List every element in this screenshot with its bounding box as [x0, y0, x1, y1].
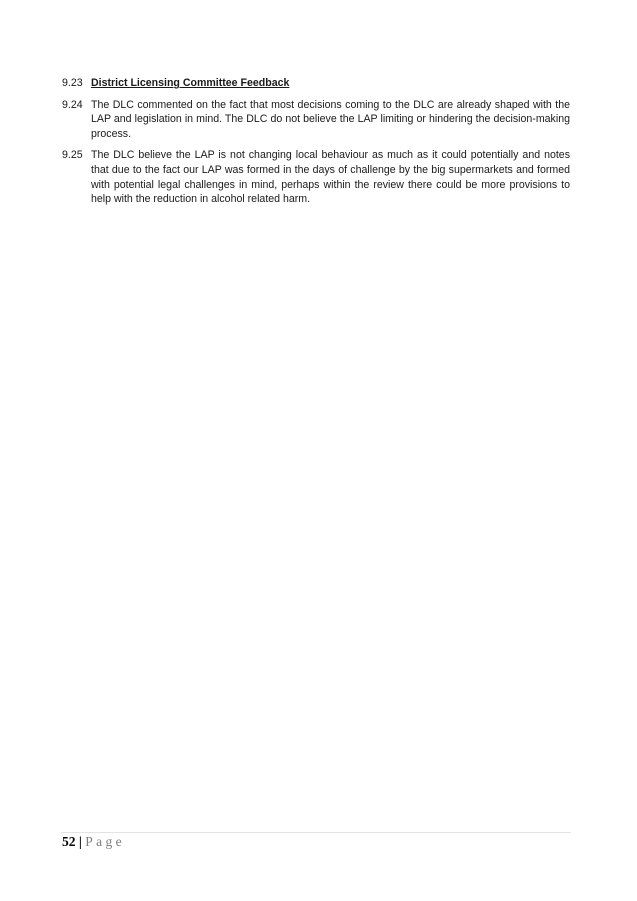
section-title: District Licensing Committee Feedback	[91, 77, 290, 89]
paragraph-number: 9.25	[62, 149, 83, 162]
page-label: Page	[85, 834, 126, 849]
page-footer	[62, 834, 125, 850]
paragraph-number: 9.24	[62, 98, 83, 111]
section-number: 9.23	[62, 77, 83, 89]
document-body	[62, 76, 570, 214]
paragraph-text: The DLC commented on the fact that most decisions coming to the DLC are already shaped with the LAP and legislation in mind. The DLC do not believe the LAP limiting or hindering the decision-making process.	[91, 98, 570, 140]
paragraph-9-25	[62, 148, 570, 206]
page-number: 52	[62, 834, 76, 849]
paragraph-9-24	[62, 98, 570, 142]
paragraph-text: The DLC believe the LAP is not changing local behaviour as much as it could potentially and notes that due to the fact our LAP was formed in the days of challenge by the big supermarkets and formed with potential legal challenges in mind, perhaps within the review there could be more provisions to help with the reduction in alcohol related harm.	[91, 149, 570, 206]
section-heading	[62, 76, 570, 91]
footer-divider	[61, 832, 571, 833]
footer-separator: |	[78, 834, 82, 849]
